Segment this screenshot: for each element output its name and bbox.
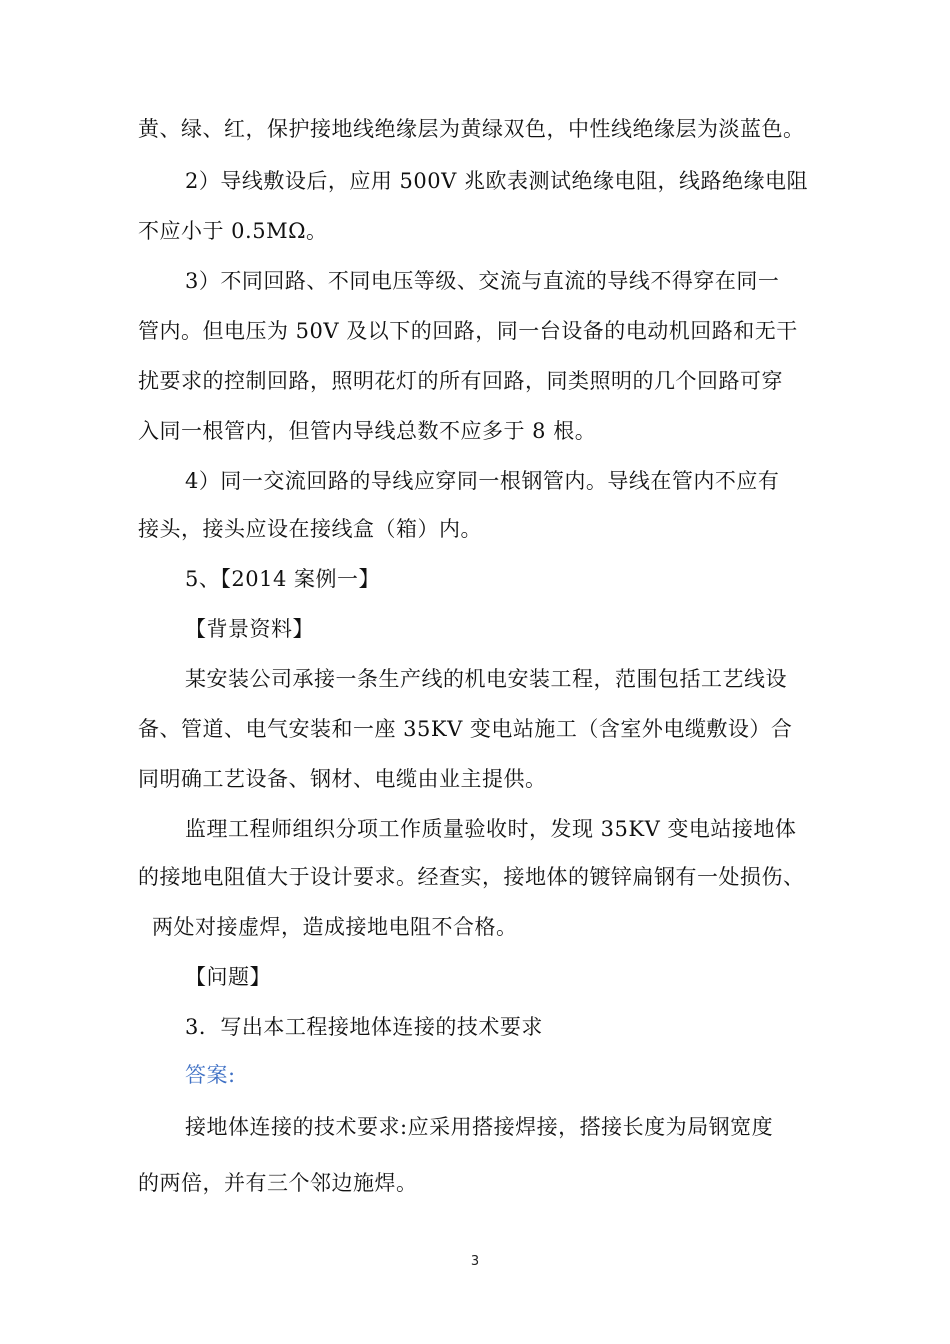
- text-line-15: 监理工程师组织分项工作质量验收时，发现 35KV 变电站接地体: [185, 817, 797, 841]
- text-line-7: 入同一根管内，但管内导线总数不应多于 8 根。: [138, 419, 597, 443]
- text-line-8: 4）同一交流回路的导线应穿同一根钢管内。导线在管内不应有: [185, 469, 780, 493]
- question-text: 3．写出本工程接地体连接的技术要求: [185, 1015, 543, 1039]
- text-line-9: 接头，接头应设在接线盒（箱）内。: [138, 517, 482, 541]
- text-line-17: 两处对接虚焊，造成接地电阻不合格。: [152, 915, 518, 939]
- text-line-12: 某安装公司承接一条生产线的机电安装工程，范围包括工艺线设: [185, 667, 787, 691]
- answer-label: 答案:: [185, 1063, 236, 1087]
- answer-line-2: 的两倍，并有三个邻边施焊。: [138, 1171, 418, 1195]
- text-line-14: 同明确工艺设备、钢材、电缆由业主提供。: [138, 767, 547, 791]
- text-line-5: 管内。但电压为 50V 及以下的回路，同一台设备的电动机回路和无干: [138, 319, 798, 343]
- text-line-2: 2）导线敷设后，应用 500V 兆欧表测试绝缘电阻，线路绝缘电阻: [185, 169, 808, 193]
- text-line-13: 备、管道、电气安装和一座 35KV 变电站施工（含室外电缆敷设）合: [138, 717, 793, 741]
- page-number: 3: [470, 1254, 480, 1269]
- answer-line-1: 接地体连接的技术要求:应采用搭接焊接，搭接长度为局钢宽度: [185, 1115, 774, 1139]
- text-line-6: 扰要求的控制回路，照明花灯的所有回路，同类照明的几个回路可穿: [138, 369, 783, 393]
- question-heading: 【问题】: [185, 965, 271, 989]
- text-line-4: 3）不同回路、不同电压等级、交流与直流的导线不得穿在同一: [185, 269, 780, 293]
- background-heading: 【背景资料】: [185, 617, 314, 641]
- section-heading: 5、【2014 案例一】: [185, 567, 380, 591]
- text-line-1: 黄、绿、红，保护接地线绝缘层为黄绿双色，中性线绝缘层为淡蓝色。: [138, 117, 805, 141]
- text-line-16: 的接地电阻值大于设计要求。经查实，接地体的镀锌扁钢有一处损伤、: [138, 865, 805, 889]
- text-line-3: 不应小于 0.5MΩ。: [138, 219, 328, 243]
